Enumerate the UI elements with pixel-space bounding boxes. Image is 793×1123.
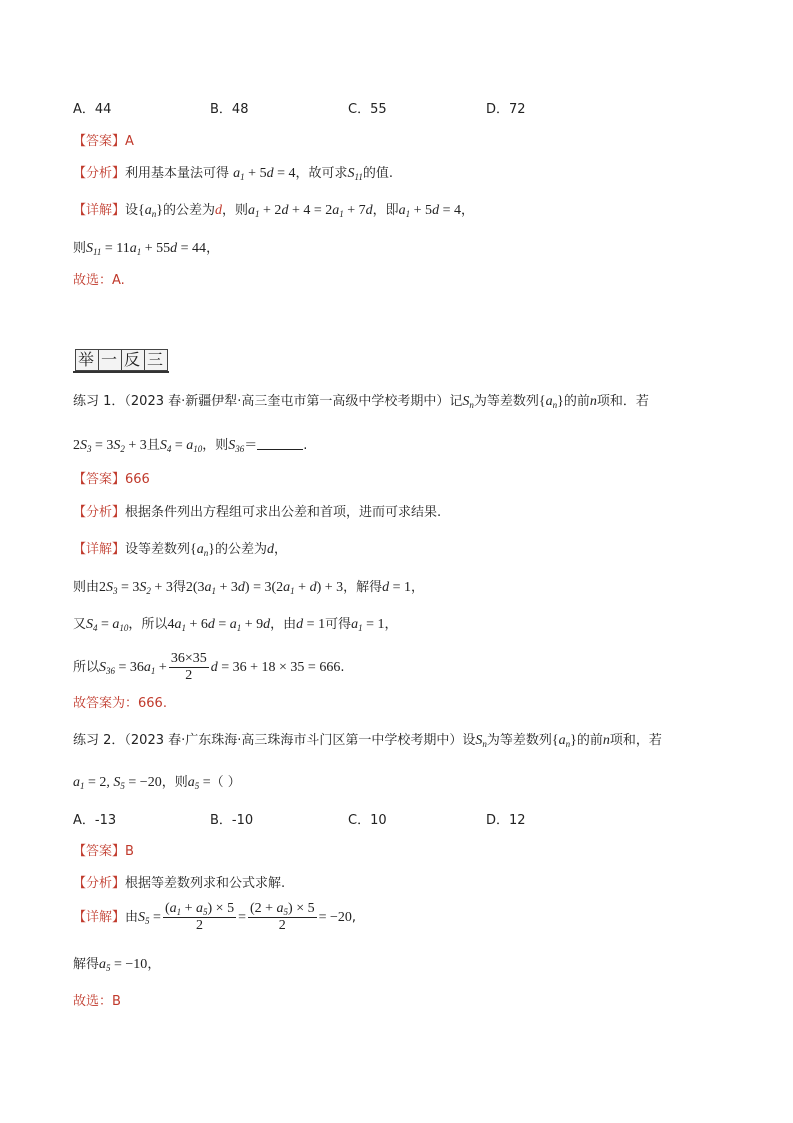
ex1-step2: 又$S_4 = a_{10}$，所以$4a_1 + 6d = a_1 + 9d$，由d = 1可得$a_1 = 1$， (73, 617, 398, 633)
ex2-solve: 解得$a_5 = -10$， (73, 957, 161, 973)
ex2-option-c: C．10 (348, 813, 387, 828)
q0-choose: 故选：A. (73, 273, 125, 288)
answer-tag: 【答案】 (73, 844, 126, 859)
equation: d = 1 (382, 580, 412, 595)
equation: $S_5$ = $\frac{(a_1 + a_5) \times 5}{2}$ = $\frac{(2 + a_5) \times 5}{2}$ = −20 (138, 901, 352, 934)
equation: d = 1 (296, 617, 326, 632)
answer-value: B (125, 844, 134, 859)
equation: $S_4 = a_{10}$ (86, 617, 129, 633)
ex2-option-d: D．12 (486, 813, 526, 828)
ex2-analysis: 【分析】根据等差数列求和公式求解. (73, 876, 286, 891)
analysis-tag: 【分析】 (73, 505, 126, 520)
ex1-detail: 【详解】设等差数列$\{a_n\}$的公差为d， (73, 542, 288, 558)
answer-value: 666 (125, 472, 150, 487)
analysis-tag: 【分析】 (73, 166, 126, 181)
ex2-option-b: B．-10 (210, 813, 254, 828)
ex1-analysis: 【分析】根据条件列出方程组可求出公差和首项，进而可求结果. (73, 505, 442, 520)
q0-option-d: D．72 (486, 102, 526, 117)
q0-answer (73, 132, 134, 152)
answer-value: A (125, 134, 134, 149)
equation: $S_{11} = 11a_1 + 55d = 44$ (86, 241, 207, 257)
q0-option-b: B．48 (210, 102, 249, 117)
ex2-option-a: A．-13 (73, 813, 117, 828)
q0-result: 则$S_{11} = 11a_1 + 55d = 44$， (73, 241, 220, 257)
q0-detail: 【详解】设$\{a_n\}$的公差为d，则$a_1 + 2d + 4 = 2a_1 + 7d$，即$a_1 + 5d = 4$， (73, 203, 474, 219)
answer-tag: 【答案】 (73, 472, 126, 487)
ex1-step1: 则由$2S_3 = 3S_2 + 3$得$2(3a_1 + 3d) = 3(2a_1 + d) + 3$，解得d = 1， (73, 580, 425, 596)
section-heading: 举 一 反 三 (73, 349, 169, 373)
ex1-condition: $2S_3 = 3S_2 + 3$且$S_4 = a_{10}$，则$S_{36}=$ . (73, 438, 308, 454)
ex1-final: 故答案为：666. (73, 696, 167, 711)
q0-option-c: C．55 (348, 102, 387, 117)
equation: $2S_3 = 3S_2 + 3$ (99, 580, 173, 596)
equation: $4a_1 + 6d = a_1 + 9d$ (167, 617, 271, 633)
ex1-answer (73, 470, 150, 490)
q0-option-a: A．44 (73, 102, 112, 117)
equation: $S_4 = a_{10}$ (159, 438, 203, 454)
equation: $a_5 = -10$ (99, 957, 148, 973)
ex2-detail: 【详解】由$S_5$ = $\frac{(a_1 + a_5) \times 5}{2}$ = $\frac{(2 + a_5) \times 5}{2}$ = −20, (73, 901, 357, 934)
ex2-choose: 故选：B (73, 994, 121, 1009)
equation: $a_1 + 2d + 4 = 2a_1 + 7d$ (248, 203, 373, 219)
answer-blank (257, 437, 303, 450)
equation: $2(3a_1 + 3d) = 3(2a_1 + d) + 3$ (185, 580, 344, 596)
equation: $a_1 + 5d = 4$ (398, 203, 461, 219)
ex1-title: 练习 1．（2023 春·新疆伊犁·高三奎屯市第一高级中学校考期中）记$S_n$为等差数列$\{a_n\}$的前n项和．若 (73, 394, 649, 410)
ex2-title: 练习 2．（2023 春·广东珠海·高三珠海市斗门区第一中学校考期中）设$S_n$为等差数列$\{a_n\}$的前n项和，若 (73, 733, 662, 749)
equation: $2S_3 = 3S_2 + 3$ (73, 438, 147, 454)
detail-tag: 【详解】 (73, 203, 126, 218)
equation: $a_1 = 2$, $S_5 = -20$ (73, 775, 162, 791)
detail-tag: 【详解】 (73, 542, 126, 557)
q0-analysis: 【分析】利用基本量法可得 $a_1 + 5d = 4$，故可求$S_{11}$的值. (73, 166, 393, 182)
equation: $a_1 = 1$ (351, 617, 385, 633)
answer-tag: 【答案】 (73, 134, 126, 149)
equation: $a_1 + 5d = 4$ (233, 166, 296, 182)
analysis-tag: 【分析】 (73, 876, 126, 891)
ex2-condition: $a_1 = 2$, $S_5 = -20$，则$a_5$ =（ ） (73, 775, 241, 791)
ex2-answer (73, 842, 134, 862)
equation: $S_{36} = 36a_1$ + $\frac{36\times 35}{2}$ d = 36 + 18 × 35 = 666 (99, 651, 341, 684)
ex1-step3: 所以$S_{36} = 36a_1$ + $\frac{36\times 35}{2}$ d = 36 + 18 × 35 = 666. (73, 651, 345, 684)
detail-tag: 【详解】 (73, 910, 126, 925)
